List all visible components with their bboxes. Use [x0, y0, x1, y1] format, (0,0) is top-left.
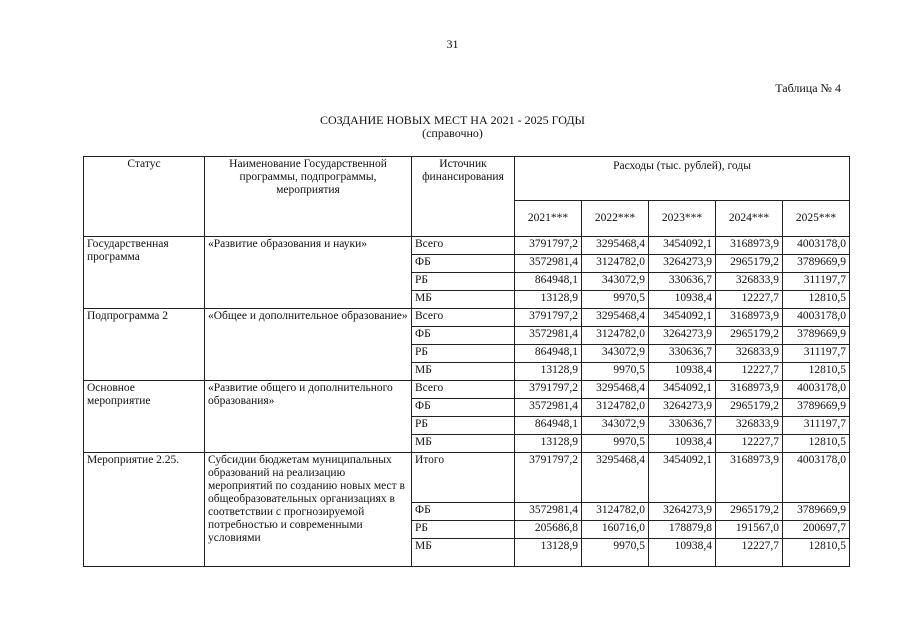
table-label: Таблица № 4 — [775, 81, 841, 95]
value-cell: 343072,9 — [582, 273, 649, 291]
value-cell: 3295468,4 — [582, 309, 649, 327]
value-cell: 9970,5 — [582, 363, 649, 381]
source-cell: РБ — [412, 417, 515, 435]
value-cell: 3168973,9 — [716, 381, 783, 399]
value-cell: 326833,9 — [716, 273, 783, 291]
value-cell: 4003178,0 — [783, 453, 850, 503]
value-cell: 3264273,9 — [649, 255, 716, 273]
value-cell: 12227,7 — [716, 363, 783, 381]
title-line: СОЗДАНИЕ НОВЫХ МЕСТ НА 2021 - 2025 ГОДЫ — [320, 113, 585, 127]
value-cell: 178879,8 — [649, 521, 716, 539]
value-cell: 3572981,4 — [515, 399, 582, 417]
value-cell: 330636,7 — [649, 273, 716, 291]
value-cell: 3572981,4 — [515, 255, 582, 273]
value-cell: 3789669,9 — [783, 503, 850, 521]
source-cell: РБ — [412, 345, 515, 363]
source-cell: Всего — [412, 309, 515, 327]
value-cell: 2965179,2 — [716, 255, 783, 273]
value-cell: 330636,7 — [649, 417, 716, 435]
table-row — [84, 453, 850, 503]
value-cell: 13128,9 — [515, 363, 582, 381]
value-cell: 3124782,0 — [582, 327, 649, 345]
value-cell: 3168973,9 — [716, 309, 783, 327]
value-cell: 4003178,0 — [783, 309, 850, 327]
value-cell: 3791797,2 — [515, 237, 582, 255]
source-cell: Всего — [412, 237, 515, 255]
value-cell: 3264273,9 — [649, 503, 716, 521]
document-title — [0, 114, 905, 140]
header-year: 2025*** — [783, 201, 850, 237]
value-cell: 3789669,9 — [783, 255, 850, 273]
value-cell: 3264273,9 — [649, 399, 716, 417]
value-cell: 10938,4 — [649, 363, 716, 381]
header-row — [84, 157, 850, 201]
value-cell: 3791797,2 — [515, 309, 582, 327]
source-cell: Всего — [412, 381, 515, 399]
value-cell: 3454092,1 — [649, 453, 716, 503]
value-cell: 343072,9 — [582, 417, 649, 435]
value-cell: 3791797,2 — [515, 453, 582, 503]
value-cell: 3124782,0 — [582, 255, 649, 273]
table-row — [84, 237, 850, 255]
header-year: 2024*** — [716, 201, 783, 237]
value-cell: 864948,1 — [515, 417, 582, 435]
title-subline: (справочно) — [422, 126, 483, 140]
source-cell: МБ — [412, 291, 515, 309]
value-cell: 2965179,2 — [716, 503, 783, 521]
value-cell: 12810,5 — [783, 363, 850, 381]
value-cell: 13128,9 — [515, 291, 582, 309]
value-cell: 3789669,9 — [783, 399, 850, 417]
source-cell: ФБ — [412, 255, 515, 273]
value-cell: 3295468,4 — [582, 237, 649, 255]
value-cell: 191567,0 — [716, 521, 783, 539]
value-cell: 13128,9 — [515, 539, 582, 567]
source-cell: ФБ — [412, 503, 515, 521]
value-cell: 3572981,4 — [515, 327, 582, 345]
value-cell: 3295468,4 — [582, 453, 649, 503]
value-cell: 12227,7 — [716, 539, 783, 567]
value-cell: 10938,4 — [649, 291, 716, 309]
source-cell: РБ — [412, 273, 515, 291]
value-cell: 2965179,2 — [716, 399, 783, 417]
value-cell: 10938,4 — [649, 539, 716, 567]
value-cell: 9970,5 — [582, 435, 649, 453]
value-cell: 9970,5 — [582, 291, 649, 309]
source-cell: Итого — [412, 453, 515, 503]
status-cell: Подпрограмма 2 — [84, 309, 205, 381]
value-cell: 12810,5 — [783, 435, 850, 453]
value-cell: 864948,1 — [515, 345, 582, 363]
value-cell: 2965179,2 — [716, 327, 783, 345]
value-cell: 12810,5 — [783, 291, 850, 309]
expenses-table — [83, 156, 850, 567]
source-cell: РБ — [412, 521, 515, 539]
value-cell: 311197,7 — [783, 345, 850, 363]
name-cell: «Общее и дополнительное образование» — [205, 309, 412, 381]
source-cell: МБ — [412, 539, 515, 567]
status-cell: Мероприятие 2.25. — [84, 453, 205, 567]
value-cell: 12227,7 — [716, 435, 783, 453]
value-cell: 4003178,0 — [783, 381, 850, 399]
value-cell: 3295468,4 — [582, 381, 649, 399]
header-year: 2022*** — [582, 201, 649, 237]
value-cell: 3168973,9 — [716, 237, 783, 255]
table-row — [84, 381, 850, 399]
value-cell: 3454092,1 — [649, 237, 716, 255]
source-cell: МБ — [412, 435, 515, 453]
value-cell: 3454092,1 — [649, 309, 716, 327]
header-status: Статус — [84, 157, 205, 237]
value-cell: 10938,4 — [649, 435, 716, 453]
value-cell: 205686,8 — [515, 521, 582, 539]
value-cell: 3168973,9 — [716, 453, 783, 503]
source-cell: ФБ — [412, 327, 515, 345]
value-cell: 3124782,0 — [582, 399, 649, 417]
table-row — [84, 309, 850, 327]
source-cell: МБ — [412, 363, 515, 381]
value-cell: 326833,9 — [716, 345, 783, 363]
value-cell: 4003178,0 — [783, 237, 850, 255]
header-year: 2021*** — [515, 201, 582, 237]
header-name: Наименование Государственной программы, подпрограммы, мероприятия — [205, 157, 412, 237]
value-cell: 12810,5 — [783, 539, 850, 567]
value-cell: 311197,7 — [783, 273, 850, 291]
value-cell: 330636,7 — [649, 345, 716, 363]
name-cell: «Развитие общего и дополнительного образования» — [205, 381, 412, 453]
value-cell: 3791797,2 — [515, 381, 582, 399]
value-cell: 12227,7 — [716, 291, 783, 309]
value-cell: 864948,1 — [515, 273, 582, 291]
value-cell: 200697,7 — [783, 521, 850, 539]
value-cell: 311197,7 — [783, 417, 850, 435]
value-cell: 343072,9 — [582, 345, 649, 363]
value-cell: 3124782,0 — [582, 503, 649, 521]
source-cell: ФБ — [412, 399, 515, 417]
status-cell: Основное мероприятие — [84, 381, 205, 453]
value-cell: 326833,9 — [716, 417, 783, 435]
name-cell: «Развитие образования и науки» — [205, 237, 412, 309]
name-cell: Субсидии бюджетам муниципальных образований на реализацию мероприятий по созданию новых мест в общеобразовательных организациях в соответствии с прогнозируемой потребностью и современными условиями — [205, 453, 412, 567]
value-cell: 13128,9 — [515, 435, 582, 453]
header-expenses: Расходы (тыс. рублей), годы — [515, 157, 850, 201]
value-cell: 9970,5 — [582, 539, 649, 567]
header-year: 2023*** — [649, 201, 716, 237]
value-cell: 3789669,9 — [783, 327, 850, 345]
header-source: Источник финансирования — [412, 157, 515, 237]
value-cell: 3572981,4 — [515, 503, 582, 521]
page-number: 31 — [446, 37, 459, 51]
value-cell: 3454092,1 — [649, 381, 716, 399]
value-cell: 160716,0 — [582, 521, 649, 539]
value-cell: 3264273,9 — [649, 327, 716, 345]
status-cell: Государственная программа — [84, 237, 205, 309]
